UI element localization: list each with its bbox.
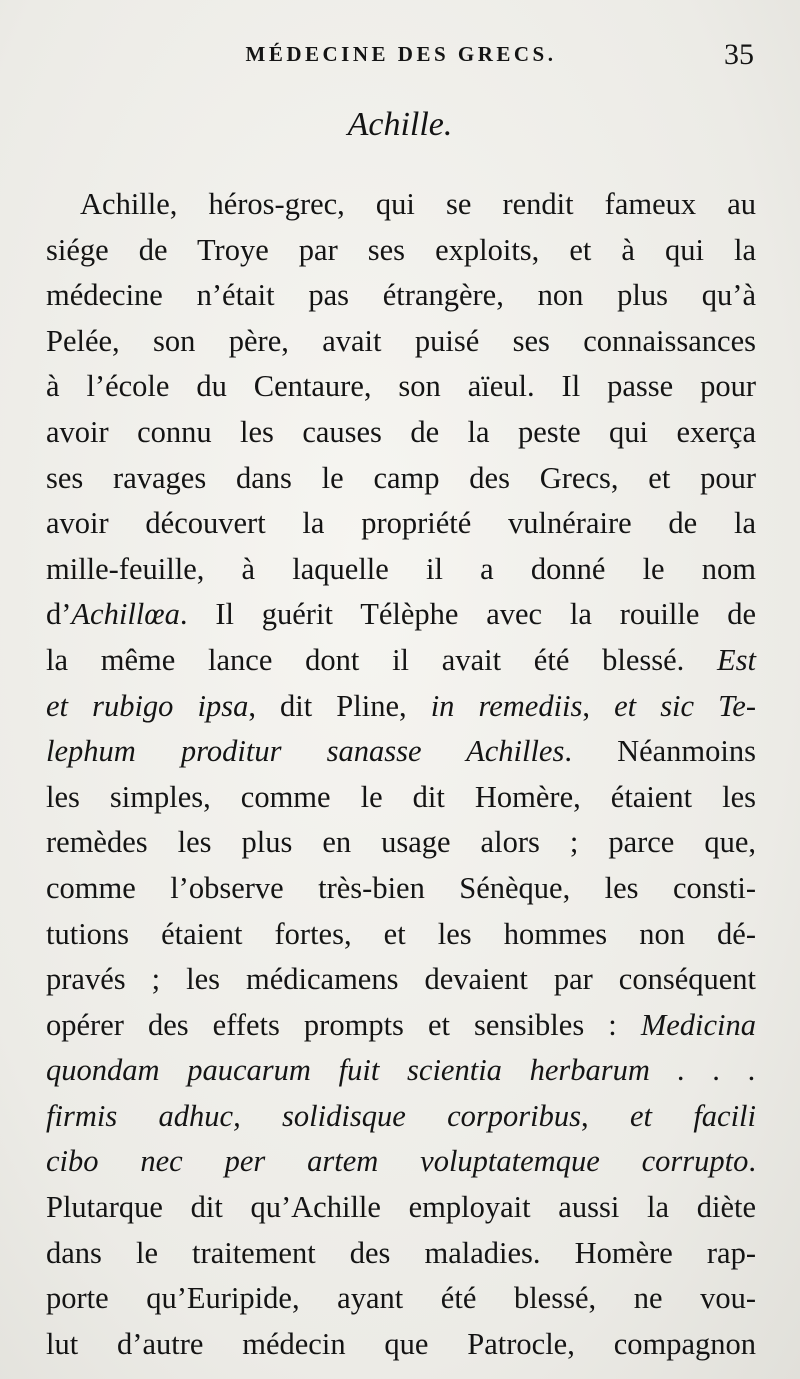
text-span: . Néanmoins xyxy=(564,734,756,769)
text-span: porte qu’Euripide, ayant été blessé, ne vou- xyxy=(46,1281,756,1316)
text-line xyxy=(46,866,756,912)
text-span: . xyxy=(748,1144,756,1179)
text-span: avoir découvert la propriété vulnéraire de la xyxy=(46,506,756,541)
text-span: siége de Troye par ses exploits, et à qui la xyxy=(46,232,756,267)
italic-text: firmis adhuc, solidisque corporibus xyxy=(46,1098,581,1133)
italic-text: Achillœa xyxy=(71,597,180,632)
italic-text: Medicina xyxy=(640,1007,756,1042)
text-span: Achille, héros-grec, qui se rendit fameux au xyxy=(80,187,756,221)
text-line xyxy=(46,1003,756,1049)
text-line xyxy=(46,456,756,502)
text-span: dans le traitement des maladies. Homère rap- xyxy=(46,1235,756,1270)
text-line xyxy=(46,273,756,319)
text-span: tutions étaient fortes, et les hommes non dé- xyxy=(46,916,756,951)
text-span: médecine n’était pas étrangère, non plus qu’à xyxy=(46,278,756,313)
italic-text: et rubigo ipsa xyxy=(46,688,249,723)
text-line xyxy=(46,1185,756,1231)
text-span: , xyxy=(582,688,615,723)
text-span: Plutarque dit qu’Achille employait aussi la diète xyxy=(46,1190,756,1225)
italic-text: et facili xyxy=(629,1098,756,1133)
text-line xyxy=(46,1094,756,1140)
text-span: , xyxy=(580,1098,630,1133)
text-line xyxy=(46,228,756,274)
text-span: remèdes les plus en usage alors ; parce que, xyxy=(46,825,756,860)
text-span: pravés ; les médicamens devaient par conséquent xyxy=(46,962,756,997)
running-head-title: MÉDECINE DES GRECS. xyxy=(245,42,557,66)
text-span: les simples, comme le dit Homère, étaient les xyxy=(46,779,756,814)
text-span: avoir connu les causes de la peste qui exerça xyxy=(46,414,756,449)
section-title: Achille. xyxy=(347,106,453,143)
text-line xyxy=(46,775,756,821)
text-line xyxy=(46,820,756,866)
text-line xyxy=(46,501,756,547)
text-line xyxy=(46,364,756,410)
text-line xyxy=(46,684,756,730)
italic-text: et sic Te- xyxy=(614,688,756,723)
text-line xyxy=(46,592,756,638)
text-line xyxy=(46,1048,756,1094)
text-line xyxy=(46,912,756,958)
text-span: , dit Pline, xyxy=(248,688,431,723)
text-span: d’ xyxy=(46,597,72,632)
italic-text: Est xyxy=(717,642,756,677)
text-line xyxy=(46,1322,756,1368)
text-line xyxy=(46,319,756,365)
italic-text: in remediis xyxy=(430,688,583,723)
italic-text: cibo nec per artem voluptatemque corrupto xyxy=(46,1144,749,1179)
text-span: lut d’autre médecin que Patrocle, compagnon xyxy=(46,1326,756,1361)
text-line xyxy=(46,1276,756,1322)
running-head xyxy=(46,38,756,82)
page-number: 35 xyxy=(724,38,754,71)
text-span: comme l’observe très-bien Sénèque, les consti- xyxy=(46,870,756,905)
text-line xyxy=(46,1139,756,1185)
text-span: opérer des effets prompts et sensibles : xyxy=(46,1007,641,1042)
text-span: ses ravages dans le camp des Grecs, et pour xyxy=(46,460,756,495)
text-span: mille-feuille, à laquelle il a donné le nom xyxy=(46,551,756,586)
text-line xyxy=(46,182,756,228)
italic-text: quondam paucarum fuit scientia herbarum . . . xyxy=(46,1053,756,1088)
italic-text: lephum proditur sanasse Achilles xyxy=(46,734,565,769)
body-text xyxy=(46,182,756,1367)
text-line xyxy=(46,638,756,684)
text-line xyxy=(46,547,756,593)
text-line xyxy=(46,410,756,456)
text-line xyxy=(46,957,756,1003)
text-span: à l’école du Centaure, son aïeul. Il passe pour xyxy=(46,369,756,404)
text-line xyxy=(46,729,756,775)
text-line xyxy=(46,1231,756,1277)
text-span: . Il guérit Télèphe avec la rouille de xyxy=(179,597,756,632)
text-span: Pelée, son père, avait puisé ses connaissances xyxy=(46,323,756,358)
text-span: la même lance dont il avait été blessé. xyxy=(46,642,718,677)
